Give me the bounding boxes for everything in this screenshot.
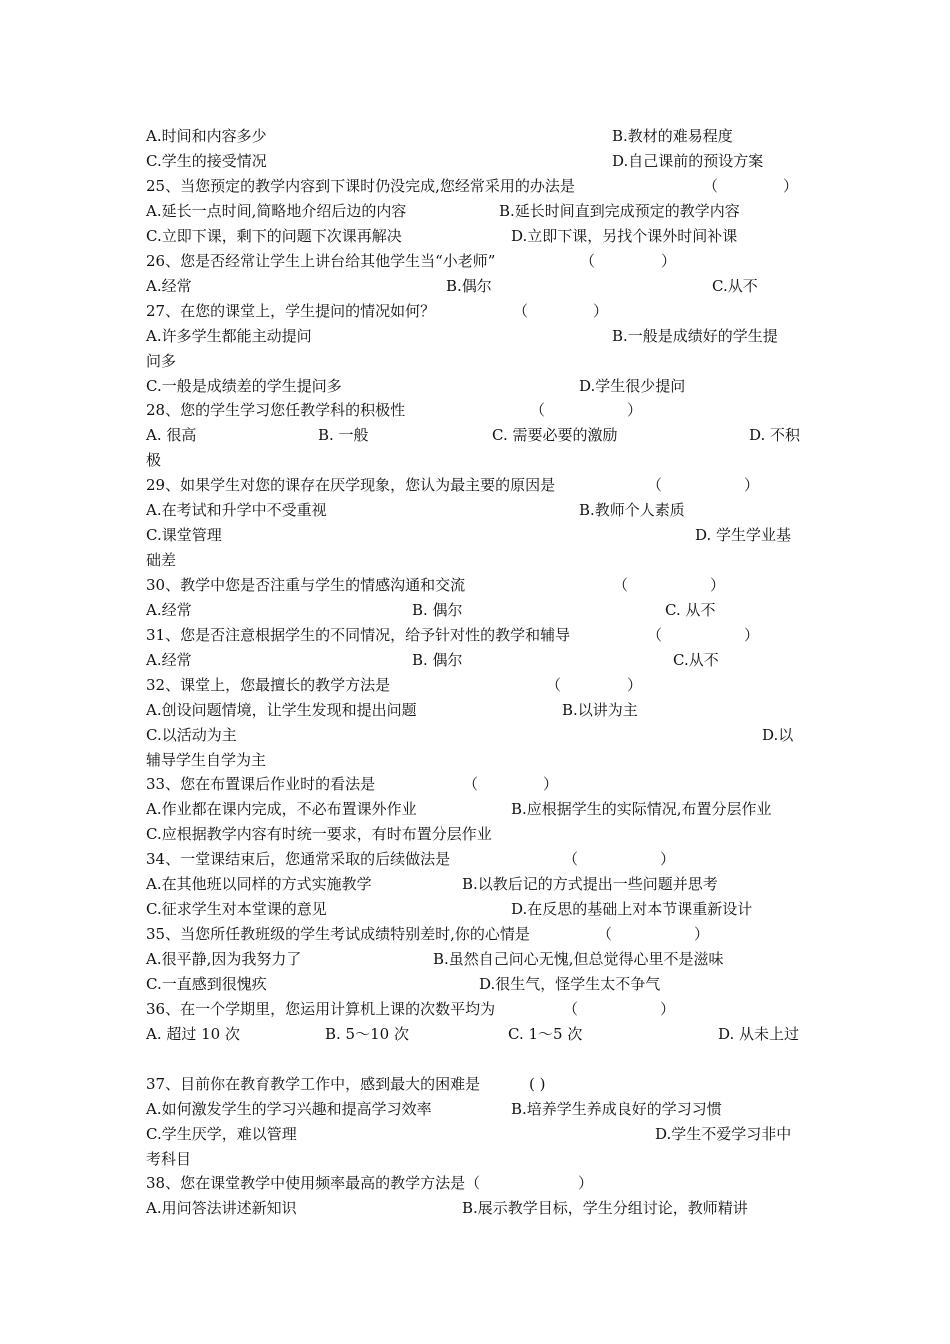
question-text: 26、您是否经常让学生上讲台给其他学生当“小老师” xyxy=(146,252,496,270)
question-text: 25、当您预定的教学内容到下课时仍没完成,您经常采用的办法是 xyxy=(146,177,575,195)
option-d: D.在反思的基础上对本节课重新设计 xyxy=(511,900,753,918)
option-a: A.在其他班以同样的方式实施教学 xyxy=(146,875,372,893)
option-a: A.经常 xyxy=(146,601,192,619)
question-text: 32、课堂上，您最擅长的教学方法是 xyxy=(146,676,391,694)
option-b: B.展示教学目标，学生分组讨论，教师精讲 xyxy=(462,1199,748,1217)
question-text: 29、如果学生对您的课存在厌学现象，您认为最主要的原因是 xyxy=(146,476,556,494)
answer-paren-close: ） xyxy=(783,177,799,195)
option-c: C.一般是成绩差的学生提问多 xyxy=(146,377,342,395)
option-d: D.很生气，怪学生太不争气 xyxy=(479,975,661,993)
answer-paren-close: ） xyxy=(744,626,760,644)
answer-paren-open: （ xyxy=(597,925,613,943)
option-b: B.培养学生养成良好的学习习惯 xyxy=(511,1100,722,1118)
question-text: 28、您的学生学习您任教学科的积极性 xyxy=(146,401,406,419)
question-text: 36、在一个学期里，您运用计算机上课的次数平均为 xyxy=(146,1000,496,1018)
option-c: C.学生的接受情况 xyxy=(146,152,267,170)
option-c: C.学生厌学，难以管理 xyxy=(146,1125,297,1143)
option-d: D.学生很少提问 xyxy=(579,377,686,395)
option-d: D. 不积 xyxy=(749,426,801,444)
question-text: 37、目前你在教育教学工作中，感到最大的困难是 xyxy=(146,1075,481,1093)
answer-paren-open: （ xyxy=(563,850,579,868)
answer-paren-open: （ xyxy=(563,1000,579,1018)
option-d: D.自己课前的预设方案 xyxy=(612,152,764,170)
wrapped-text: 础差 xyxy=(146,551,177,569)
answer-paren-close: ） xyxy=(694,925,710,943)
option-a: A. 超过 10 次 xyxy=(146,1025,240,1043)
answer-paren-close: ） xyxy=(660,850,676,868)
question-text: 30、教学中您是否注重与学生的情感沟通和交流 xyxy=(146,576,466,594)
answer-paren-close: ） xyxy=(627,676,643,694)
option-a: A.延长一点时间,简略地介绍后边的内容 xyxy=(146,202,407,220)
option-b: B.延长时间直到完成预定的教学内容 xyxy=(499,202,740,220)
wrapped-text: 问多 xyxy=(146,352,177,370)
answer-paren-open: （ xyxy=(463,775,479,793)
option-b: B. 偶尔 xyxy=(412,651,463,669)
answer-paren-open: （ xyxy=(530,401,546,419)
option-a: A.时间和内容多少 xyxy=(146,127,267,145)
question-text: 34、一堂课结束后，您通常采取的后续做法是 xyxy=(146,850,451,868)
option-b: B.偶尔 xyxy=(446,277,492,295)
option-c: C.立即下课，剩下的问题下次课再解决 xyxy=(146,227,402,245)
option-c: C.从不 xyxy=(712,277,758,295)
option-b: B.教师个人素质 xyxy=(579,501,685,519)
option-a: A.创设问题情境，让学生发现和提出问题 xyxy=(146,701,417,719)
question-text: 33、您在布置课后作业时的看法是 xyxy=(146,775,376,793)
option-c: C.一直感到很愧疚 xyxy=(146,975,267,993)
wrapped-text: 辅导学生自学为主 xyxy=(146,751,267,769)
option-b: B. 偶尔 xyxy=(412,601,463,619)
option-a: A. 很高 xyxy=(146,426,197,444)
option-b: B.以讲为主 xyxy=(562,701,638,719)
answer-paren-close: ） xyxy=(710,576,726,594)
answer-paren-open: （ xyxy=(513,302,529,320)
option-b: B.虽然自己问心无愧,但总觉得心里不是滋味 xyxy=(433,950,724,968)
answer-paren: ( ) xyxy=(529,1075,546,1093)
question-text: 35、当您所任教班级的学生考试成绩特别差时,你的心情是 xyxy=(146,925,530,943)
answer-paren-open: （ xyxy=(647,626,663,644)
answer-paren-open: （ xyxy=(647,476,663,494)
option-a: A.如何激发学生的学习兴趣和提高学习效率 xyxy=(146,1100,432,1118)
answer-paren-close: ） xyxy=(660,1000,676,1018)
option-d: D.立即下课，另找个课外时间补课 xyxy=(511,227,738,245)
option-c: C.课堂管理 xyxy=(146,526,222,544)
option-b: B.以教后记的方式提出一些问题并思考 xyxy=(462,875,718,893)
question-text: 27、在您的课堂上，学生提问的情况如何？ xyxy=(146,302,436,320)
wrapped-text: 考科目 xyxy=(146,1150,192,1168)
wrapped-text: 极 xyxy=(146,451,162,469)
option-b: B.教材的难易程度 xyxy=(612,127,733,145)
option-a: A.作业都在课内完成，不必布置课外作业 xyxy=(146,800,417,818)
answer-paren-open: （ xyxy=(703,177,719,195)
option-a: A.在考试和升学中不受重视 xyxy=(146,501,327,519)
option-d: D.以 xyxy=(762,726,794,744)
option-d: D.学生不爱学习非中 xyxy=(655,1125,792,1143)
option-c: C.以活动为主 xyxy=(146,726,237,744)
option-c: C.应根据教学内容有时统一要求，有时布置分层作业 xyxy=(146,825,492,843)
answer-paren-open: （ xyxy=(546,676,562,694)
answer-paren-open: （ xyxy=(580,252,596,270)
option-c: C.征求学生对本堂课的意见 xyxy=(146,900,327,918)
answer-paren-close: ） xyxy=(593,302,609,320)
option-a: A.经常 xyxy=(146,277,192,295)
option-d: D. 从未上过 xyxy=(718,1025,800,1043)
option-c: C. 1～5 次 xyxy=(508,1025,583,1043)
option-b: B. 5～10 次 xyxy=(325,1025,409,1043)
option-b: B.应根据学生的实际情况,布置分层作业 xyxy=(511,800,772,818)
answer-paren-close: ） xyxy=(661,252,677,270)
option-b: B.一般是成绩好的学生提 xyxy=(612,327,778,345)
option-d: D. 学生学业基 xyxy=(695,526,792,544)
question-text: 31、您是否注意根据学生的不同情况，给予针对性的教学和辅导 xyxy=(146,626,571,644)
answer-paren-close: ） xyxy=(578,1174,594,1192)
option-a: A.许多学生都能主动提问 xyxy=(146,327,312,345)
answer-paren-close: ） xyxy=(627,401,643,419)
option-b: B. 一般 xyxy=(318,426,369,444)
option-a: A.经常 xyxy=(146,651,192,669)
option-c: C. 需要必要的激励 xyxy=(492,426,618,444)
question-text: 38、您在课堂教学中使用频率最高的教学方法是（ xyxy=(146,1174,481,1192)
answer-paren-close: ） xyxy=(744,476,760,494)
option-a: A.很平静,因为我努力了 xyxy=(146,950,302,968)
option-c: C. 从不 xyxy=(665,601,716,619)
answer-paren-open: （ xyxy=(613,576,629,594)
answer-paren-close: ） xyxy=(543,775,559,793)
option-c: C.从不 xyxy=(673,651,719,669)
option-a: A.用问答法讲述新知识 xyxy=(146,1199,297,1217)
